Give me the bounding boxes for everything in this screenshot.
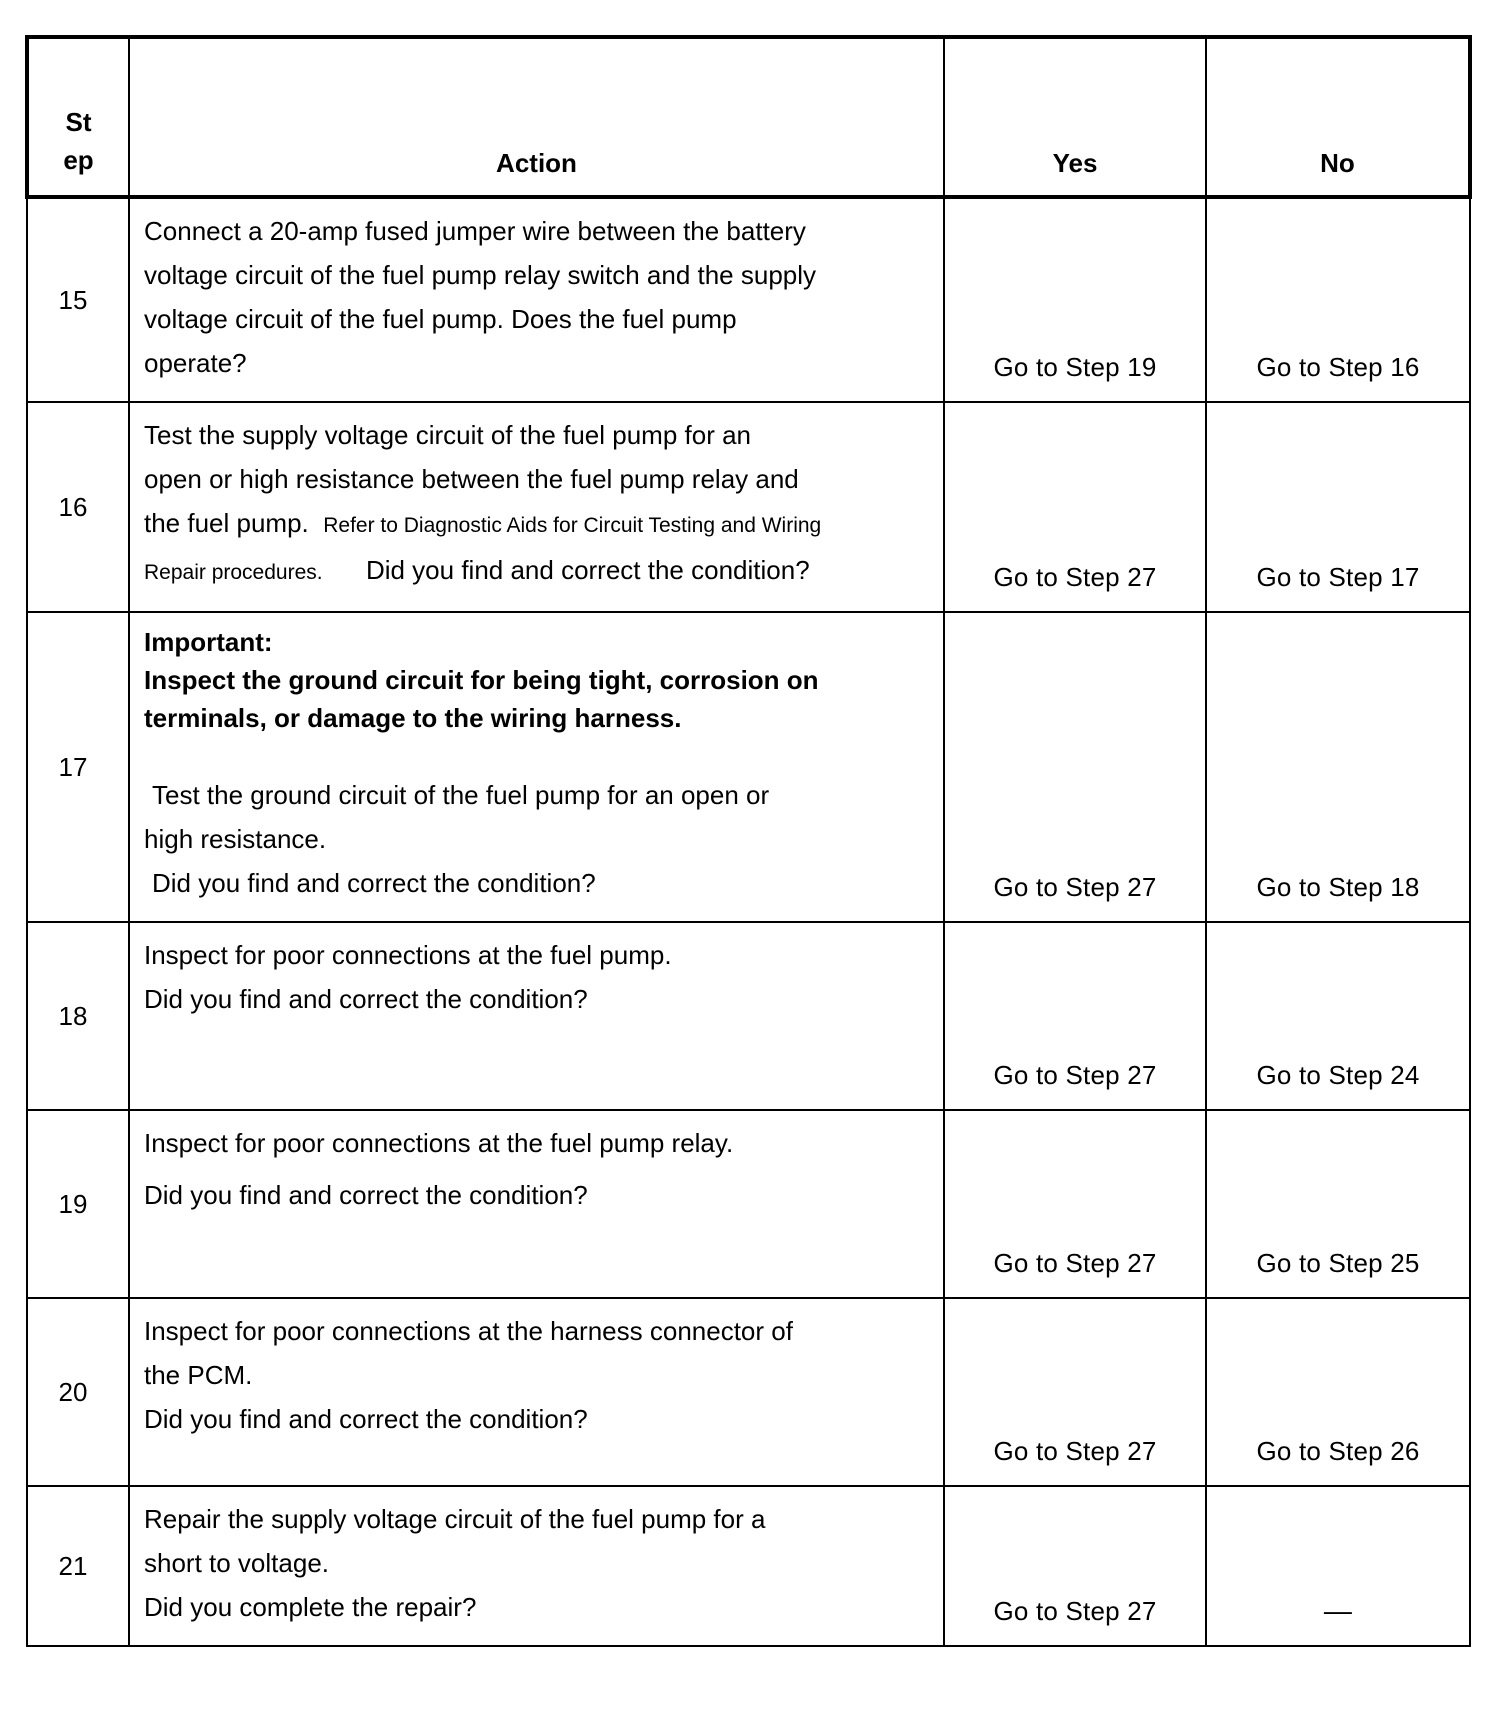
- action-cell: [129, 197, 944, 402]
- action-line: Connect a 20-amp fused jumper wire between the battery: [144, 216, 806, 246]
- yes-cell: Go to Step 27: [944, 612, 1206, 922]
- step-number: 18: [27, 922, 129, 1110]
- yes-cell: Go to Step 27: [944, 402, 1206, 612]
- action-cell: [129, 402, 944, 612]
- table-row: [27, 1486, 1470, 1646]
- action-line: Repair the supply voltage circuit of the fuel pump for a: [144, 1504, 766, 1534]
- action-line: Did you complete the repair?: [144, 1592, 477, 1622]
- table-header-row: [27, 37, 1470, 197]
- header-yes: Yes: [944, 37, 1206, 197]
- header-no: No: [1206, 37, 1470, 197]
- action-cell: [129, 1110, 944, 1298]
- action-line: Test the supply voltage circuit of the fuel pump for an: [144, 420, 752, 450]
- action-line: Inspect for poor connections at the fuel pump.: [144, 940, 672, 970]
- important-line: Inspect the ground circuit for being tight, corrosion on: [144, 665, 819, 695]
- action-line: Did you find and correct the condition?: [152, 868, 596, 898]
- step-number: 19: [27, 1110, 129, 1298]
- action-question: Did you find and correct the condition?: [365, 555, 810, 585]
- action-cell: [129, 1486, 944, 1646]
- no-cell: Go to Step 26: [1206, 1298, 1470, 1486]
- action-line: [144, 501, 929, 548]
- table-row: [27, 402, 1470, 612]
- important-label: Important:: [144, 627, 273, 657]
- table-row: [27, 1110, 1470, 1298]
- yes-cell: Go to Step 27: [944, 1110, 1206, 1298]
- header-step-line2: ep: [63, 145, 94, 175]
- action-cell: [129, 1298, 944, 1486]
- step-number: 20: [27, 1298, 129, 1486]
- header-step: [27, 37, 129, 197]
- action-reference: Repair procedures.: [144, 561, 323, 584]
- action-line: open or high resistance between the fuel pump relay and: [144, 464, 799, 494]
- action-line: Test the ground circuit of the fuel pump for an open or: [152, 780, 770, 810]
- action-line: Did you find and correct the condition?: [144, 984, 588, 1014]
- important-note: [144, 623, 929, 737]
- action-line: the PCM.: [144, 1360, 253, 1390]
- no-cell: Go to Step 25: [1206, 1110, 1470, 1298]
- no-cell: —: [1206, 1486, 1470, 1646]
- action-line: short to voltage.: [144, 1548, 329, 1578]
- step-number: 15: [27, 197, 129, 402]
- action-line: Did you find and correct the condition?: [144, 1180, 588, 1210]
- header-action: Action: [129, 37, 944, 197]
- important-line: terminals, or damage to the wiring harness.: [144, 703, 682, 733]
- step-number: 21: [27, 1486, 129, 1646]
- no-cell: Go to Step 16: [1206, 197, 1470, 402]
- action-line: voltage circuit of the fuel pump. Does the fuel pump: [144, 304, 737, 334]
- no-cell: Go to Step 17: [1206, 402, 1470, 612]
- action-line: voltage circuit of the fuel pump relay switch and the supply: [144, 260, 817, 290]
- action-line: Inspect for poor connections at the fuel pump relay.: [144, 1128, 734, 1158]
- table-row: [27, 612, 1470, 922]
- no-cell: Go to Step 24: [1206, 922, 1470, 1110]
- action-line: Inspect for poor connections at the harness connector of: [144, 1316, 793, 1346]
- action-line: high resistance.: [144, 824, 327, 854]
- table-row: [27, 197, 1470, 402]
- action-cell: [129, 612, 944, 922]
- yes-cell: Go to Step 27: [944, 1298, 1206, 1486]
- yes-cell: Go to Step 27: [944, 1486, 1206, 1646]
- action-line: Did you find and correct the condition?: [144, 1404, 588, 1434]
- table-row: [27, 1298, 1470, 1486]
- yes-cell: Go to Step 19: [944, 197, 1206, 402]
- yes-cell: Go to Step 27: [944, 922, 1206, 1110]
- diagnostic-table: [25, 35, 1472, 1647]
- action-cell: [129, 922, 944, 1110]
- action-line: operate?: [144, 348, 247, 378]
- no-cell: Go to Step 18: [1206, 612, 1470, 922]
- action-reference: Refer to Diagnostic Aids for Circuit Testing and Wiring: [323, 514, 822, 537]
- table-row: [27, 922, 1470, 1110]
- action-line: [144, 548, 929, 595]
- step-number: 17: [27, 612, 129, 922]
- step-number: 16: [27, 402, 129, 612]
- header-step-line1: St: [65, 107, 92, 137]
- action-text: the fuel pump.: [144, 508, 309, 538]
